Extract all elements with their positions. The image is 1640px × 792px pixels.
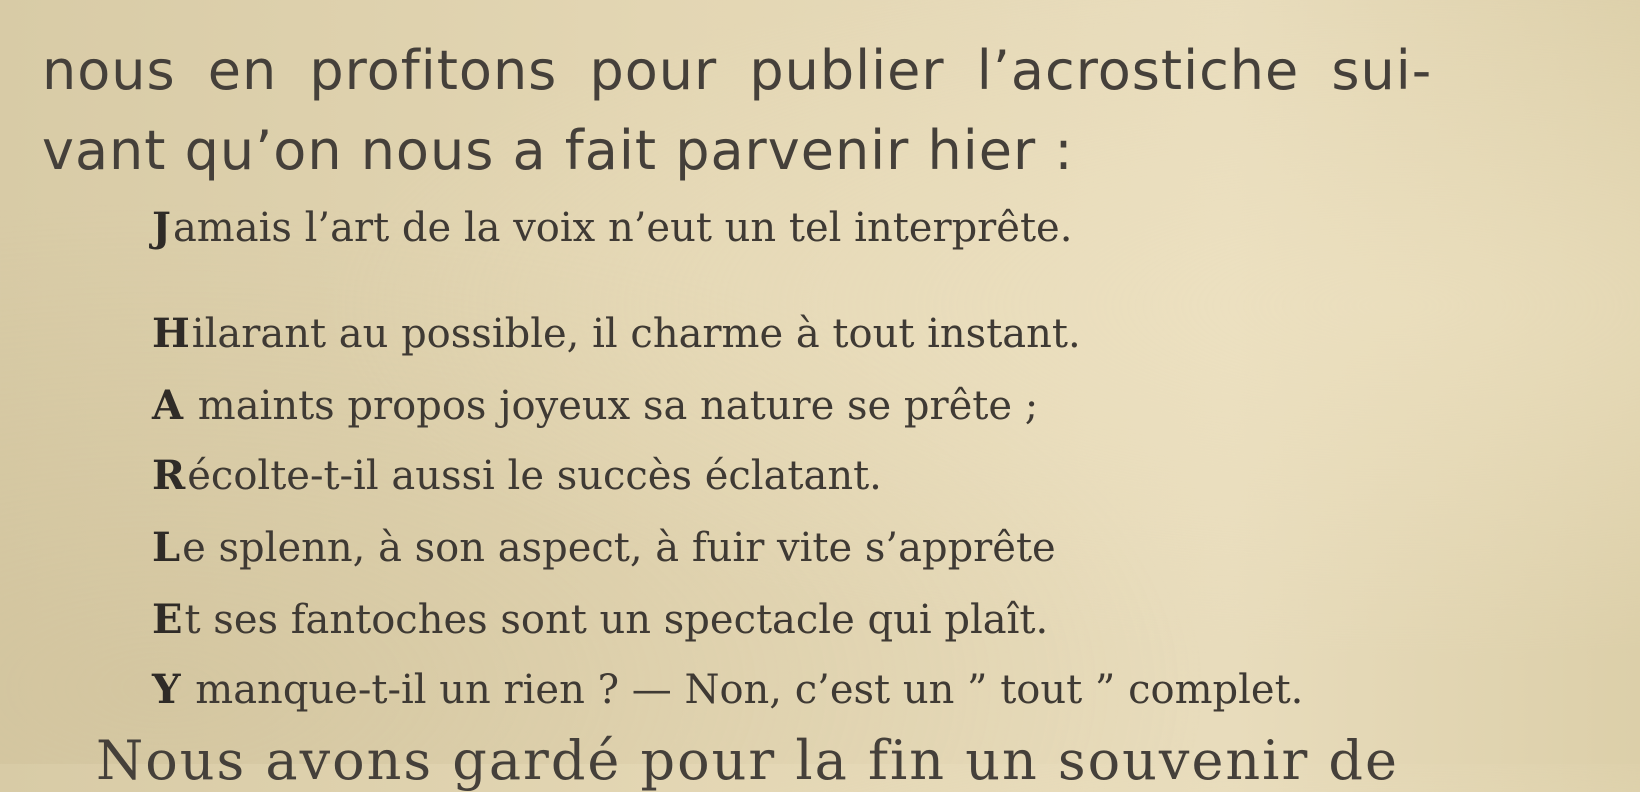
acrostic-text: ilarant au possible, il charme à tout instant. xyxy=(191,311,1081,357)
acrostic-line-4 xyxy=(152,452,882,499)
acrostic-text: manque-t-il un rien ? — Non, c’est un ” tout ” complet. xyxy=(182,667,1304,713)
acrostic-initial: J xyxy=(152,204,171,251)
acrostic-text: t ses fantoches sont un spectacle qui plaît. xyxy=(184,597,1049,643)
acrostic-line-7 xyxy=(152,666,1304,713)
acrostic-initial: A xyxy=(152,382,184,429)
acrostic-line-6 xyxy=(152,596,1049,643)
acrostic-initial: E xyxy=(152,596,183,643)
acrostic-text: maints propos joyeux sa nature se prête ; xyxy=(185,383,1039,429)
cutoff-line xyxy=(96,729,1496,792)
cutoff-text: Nous avons gardé pour la fin un souvenir de xyxy=(96,729,1399,792)
acrostic-text: amais l’art de la voix n’eut un tel interprête. xyxy=(172,205,1073,251)
acrostic-initial: L xyxy=(152,524,181,571)
prose-line-1: nous en profitons pour publier l’acrostiche sui- xyxy=(42,39,1433,102)
prose-line-2: vant qu’on nous a fait parvenir hier : xyxy=(42,119,1074,182)
acrostic-text: écolte-t-il aussi le succès éclatant. xyxy=(187,453,882,499)
acrostic-initial: R xyxy=(152,452,186,499)
acrostic-initial: H xyxy=(152,310,190,357)
acrostic-initial: Y xyxy=(152,666,181,713)
acrostic-line-2 xyxy=(152,310,1081,357)
acrostic-line-1 xyxy=(152,204,1073,251)
acrostic-line-5 xyxy=(152,524,1056,571)
acrostic-line-3 xyxy=(152,382,1039,429)
acrostic-text: e splenn, à son aspect, à fuir vite s’apprête xyxy=(182,525,1056,571)
